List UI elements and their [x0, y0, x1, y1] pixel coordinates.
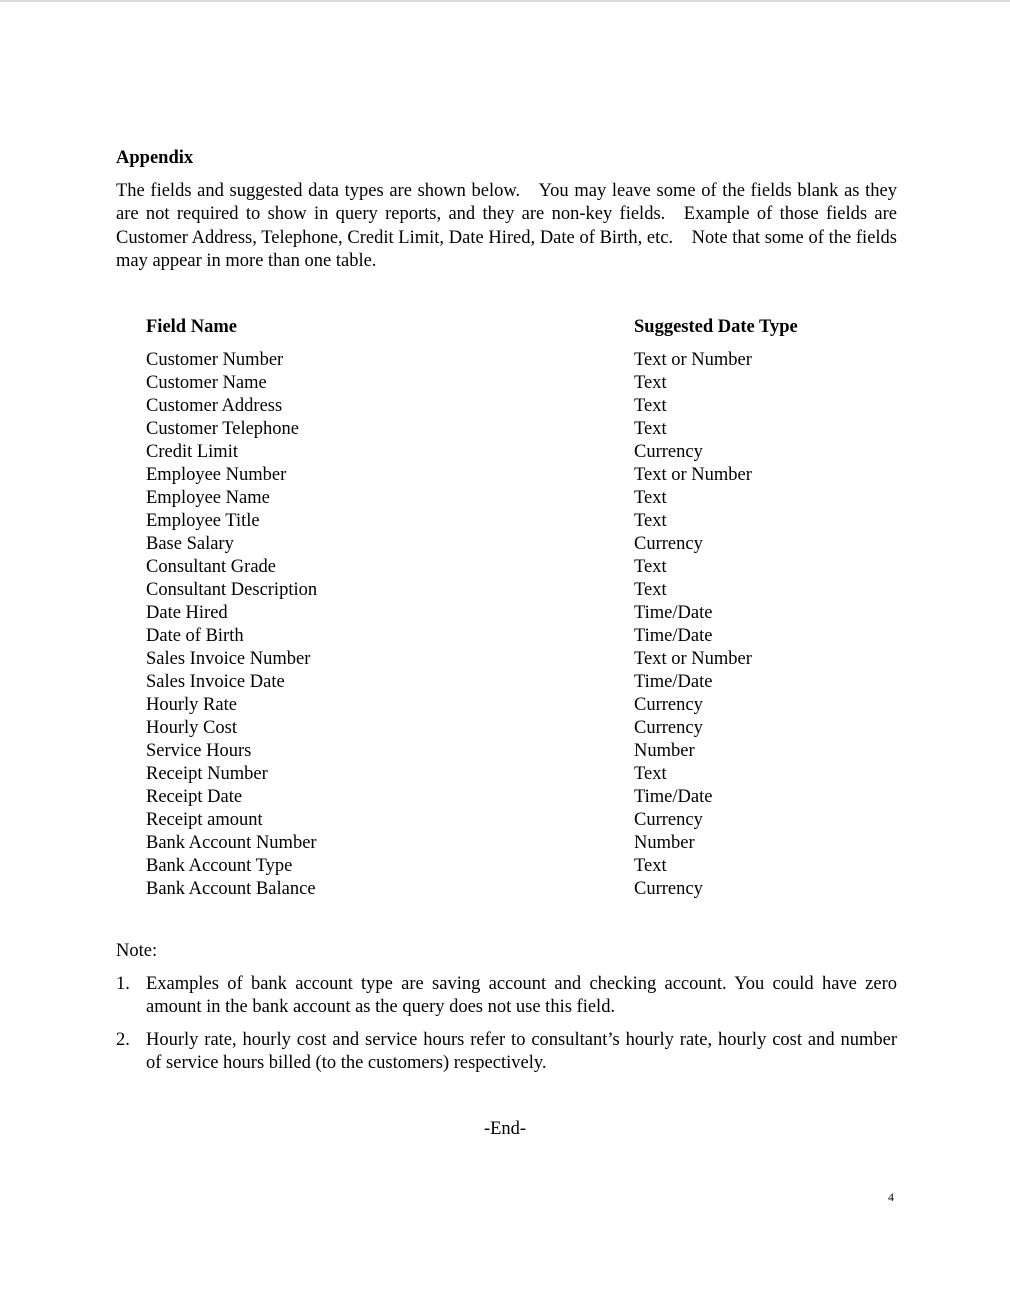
table-row	[146, 717, 866, 740]
note-text: Hourly rate, hourly cost and service hours refer to consultant’s hourly rate, hourly cost and number of service hours billed (to the customers) respectively.	[146, 1029, 897, 1073]
field-name-cell: Employee Name	[146, 488, 270, 508]
data-type-cell: Text	[634, 557, 667, 577]
data-type-cell: Text or Number	[634, 350, 752, 370]
note-list	[116, 973, 897, 1084]
data-type-cell: Text	[634, 373, 667, 393]
table-row	[146, 418, 866, 441]
field-name-cell: Sales Invoice Date	[146, 672, 285, 692]
data-type-cell: Text	[634, 396, 667, 416]
table-row	[146, 487, 866, 510]
field-name-cell: Customer Address	[146, 396, 283, 416]
field-type-table	[146, 316, 866, 901]
field-name-cell: Bank Account Balance	[146, 879, 316, 899]
data-type-cell: Currency	[634, 534, 703, 554]
data-type-cell: Text	[634, 764, 667, 784]
table-row	[146, 671, 866, 694]
data-type-cell: Text	[634, 488, 667, 508]
field-name-cell: Customer Number	[146, 350, 284, 370]
field-name-cell: Bank Account Type	[146, 856, 293, 876]
field-name-cell: Date Hired	[146, 603, 228, 623]
table-row	[146, 349, 866, 372]
data-type-cell: Time/Date	[634, 787, 713, 807]
table-row	[146, 832, 866, 855]
table-row	[146, 694, 866, 717]
field-name-cell: Employee Number	[146, 465, 287, 485]
table-row	[146, 763, 866, 786]
table-header-row	[146, 316, 866, 349]
note-text: Examples of bank account type are saving account and checking account. You could have zero amount in the bank account as the query does not use this field.	[146, 974, 897, 1018]
table-row	[146, 625, 866, 648]
table-row	[146, 464, 866, 487]
end-marker: -End-	[483, 1119, 527, 1139]
intro-paragraph: The fields and suggested data types are shown below. You may leave some of the fields blank as they are not required to show in query reports, and they are non-key fields. Example of those fields are Customer Address, Telephone, Credit Limit, Date Hired, Date of Birth, etc. Note that some of the fields may appear in more than one table.	[116, 181, 897, 271]
field-name-cell: Receipt Date	[146, 787, 243, 807]
note-label: Note:	[116, 941, 158, 961]
data-type-cell: Currency	[634, 810, 703, 830]
appendix-heading: Appendix	[116, 148, 194, 168]
table-row	[146, 878, 866, 901]
note-number: 1.	[116, 974, 130, 994]
field-name-cell: Consultant Grade	[146, 557, 276, 577]
table-body	[146, 349, 866, 901]
field-name-cell: Customer Telephone	[146, 419, 300, 439]
table-row	[146, 809, 866, 832]
field-name-cell: Hourly Cost	[146, 718, 237, 738]
note-item	[116, 973, 897, 1020]
table-row	[146, 395, 866, 418]
data-type-cell: Time/Date	[634, 672, 713, 692]
data-type-cell: Currency	[634, 718, 703, 738]
field-name-cell: Consultant Description	[146, 580, 318, 600]
field-name-cell: Service Hours	[146, 741, 252, 761]
field-name-cell: Receipt amount	[146, 810, 263, 830]
field-name-cell: Sales Invoice Number	[146, 649, 311, 669]
data-type-cell: Text	[634, 419, 667, 439]
data-type-header: Suggested Date Type	[634, 317, 798, 337]
data-type-cell: Text	[634, 580, 667, 600]
data-type-cell: Text or Number	[634, 649, 752, 669]
data-type-cell: Currency	[634, 442, 703, 462]
table-row	[146, 441, 866, 464]
field-name-cell: Hourly Rate	[146, 695, 237, 715]
table-row	[146, 602, 866, 625]
field-name-cell: Credit Limit	[146, 442, 238, 462]
data-type-cell: Number	[634, 833, 695, 853]
field-name-header: Field Name	[146, 317, 237, 337]
table-row	[146, 648, 866, 671]
data-type-cell: Text	[634, 511, 667, 531]
table-row	[146, 855, 866, 878]
note-number: 2.	[116, 1029, 130, 1050]
page-top-rule	[0, 0, 1010, 2]
field-name-cell: Employee Title	[146, 511, 260, 531]
data-type-cell: Time/Date	[634, 626, 713, 646]
data-type-cell: Text or Number	[634, 465, 752, 485]
data-type-cell: Currency	[634, 879, 703, 899]
table-row	[146, 786, 866, 809]
field-name-cell: Customer Name	[146, 373, 267, 393]
table-row	[146, 579, 866, 602]
field-name-cell: Receipt Number	[146, 764, 268, 784]
data-type-cell: Time/Date	[634, 603, 713, 623]
data-type-cell: Text	[634, 856, 667, 876]
page-number: 4	[888, 1190, 894, 1204]
note-item	[116, 1029, 897, 1076]
field-name-cell: Base Salary	[146, 534, 234, 554]
table-row	[146, 556, 866, 579]
data-type-cell: Number	[634, 741, 695, 761]
field-name-cell: Date of Birth	[146, 626, 244, 646]
table-row	[146, 533, 866, 556]
table-row	[146, 510, 866, 533]
table-row	[146, 740, 866, 763]
table-row	[146, 372, 866, 395]
data-type-cell: Currency	[634, 695, 703, 715]
field-name-cell: Bank Account Number	[146, 833, 317, 853]
